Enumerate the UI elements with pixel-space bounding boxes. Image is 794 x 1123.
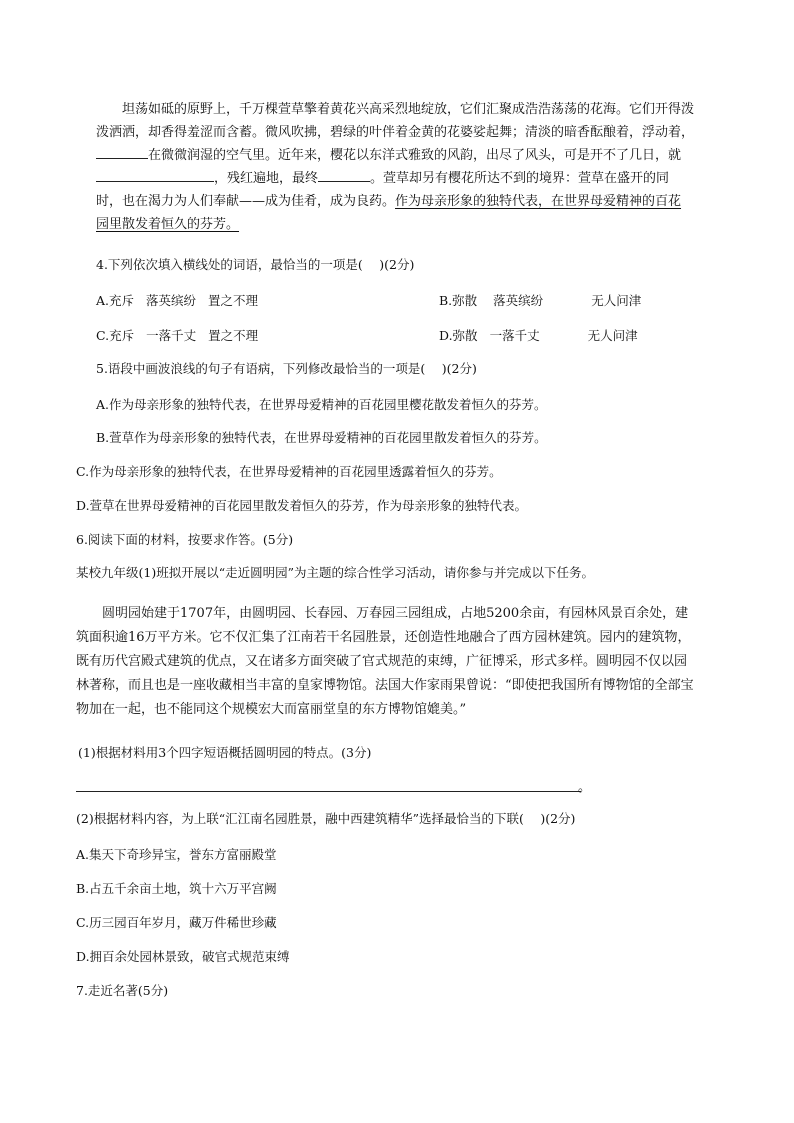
passage-text: 在微微润湿的空气里。近年来，樱花以东洋式雅致的风韵，出尽了风头，可是开不了几日，就 <box>148 148 682 163</box>
q4-option-d[interactable] <box>439 327 638 345</box>
question-6-intro: 某校九年级(1)班拟开展以“走近圆明园”为主题的综合性学习活动，请你参与并完成以下任务。 <box>76 565 594 580</box>
q5-option-a[interactable]: A.作为母亲形象的独特代表，在世界母爱精神的百花园里樱花散发着恒久的芬芳。 <box>96 397 547 412</box>
answer-line-end: 。 <box>578 780 592 795</box>
q6-option-a[interactable]: A.集天下奇珍异宝，誉东方富丽殿堂 <box>76 847 277 862</box>
passage-text: ，残红遍地，最终 <box>214 171 319 186</box>
passage-paragraph <box>96 98 694 236</box>
question-6-stem: 6.阅读下面的材料，按要求作答。(5分) <box>76 532 294 547</box>
answer-line[interactable] <box>76 790 581 792</box>
fill-blank-3[interactable] <box>318 167 370 182</box>
option-word: 置之不理 <box>208 293 259 308</box>
q5-option-c[interactable]: C.作为母亲形象的独特代表，在世界母爱精神的百花园里透露着恒久的芬芳。 <box>76 464 502 479</box>
passage-text: 坦荡如砥的原野上，千万棵萱草擎着黄花兴高采烈地绽放，它们汇聚成浩浩荡荡的花海。它们开得泼泼洒洒，却香得羞涩而含蓄。微风吹拂，碧绿的叶伴着金黄的花婆娑起舞；清淡的暗香酝酿着，浮动着， <box>96 102 695 140</box>
wavy-underlined-sentence: 作为母亲形象的独特代表，在世界母爱精神的百花园里散发着恒久的芬芳。 <box>96 194 682 232</box>
question-7-stem: 7.走近名著(5分) <box>76 983 169 998</box>
option-label: A.充斥 <box>96 293 135 308</box>
question-5-stem: 5.语段中画波浪线的句子有语病，下列修改最恰当的一项是( )(2分) <box>96 361 477 376</box>
q6-option-b[interactable]: B.占五千余亩土地，筑十六万平宫阙 <box>76 881 277 896</box>
question-4-stem: 4.下列依次填入横线处的词语，最恰当的一项是( )(2分) <box>96 257 415 272</box>
q5-option-b[interactable]: B.萱草作为母亲形象的独特代表，在世界母爱精神的百花园里散发着恒久的芬芳。 <box>96 430 547 445</box>
q5-option-d[interactable]: D.萱草在世界母爱精神的百花园里散发着恒久的芬芳，作为母亲形象的独特代表。 <box>76 498 528 513</box>
q4-option-a[interactable] <box>96 292 258 310</box>
option-label: B.弥散 <box>439 293 478 308</box>
option-label: C.充斥 <box>96 328 135 343</box>
fill-blank-1[interactable] <box>96 144 148 159</box>
q6-subquestion-2: (2)根据材料内容，为上联“汇江南名园胜景，融中西建筑精华”选择最恰当的下联( )(2分) <box>76 811 576 826</box>
q4-option-b[interactable] <box>439 292 641 310</box>
q6-option-d[interactable]: D.拥百余处园林景致，破官式规范束缚 <box>76 949 290 964</box>
passage-text: 。萱草却另有樱花所达不到的境界：萱草在盛开的同时，也在渴力为人们奉献——成为佳肴，成为良药。 <box>96 171 670 209</box>
option-word: 落英缤纷 <box>493 293 544 308</box>
option-word: 无人问津 <box>591 293 642 308</box>
option-word: 置之不理 <box>208 328 259 343</box>
option-word: 落英缤纷 <box>146 293 197 308</box>
q6-option-c[interactable]: C.历三园百年岁月，藏万件稀世珍藏 <box>76 915 277 930</box>
option-word: 无人问津 <box>587 328 638 343</box>
option-word: 一落千丈 <box>489 328 540 343</box>
option-label: D.弥散 <box>439 328 478 343</box>
option-word: 一落千丈 <box>146 328 197 343</box>
fill-blank-2[interactable] <box>96 167 214 182</box>
q6-subquestion-1: (1)根据材料用3个四字短语概括圆明园的特点。(3分) <box>78 745 372 760</box>
material-paragraph: 圆明园始建于1707年，由圆明园、长春园、万春园三园组成，占地5200余亩，有园林风景百余处，建筑面积逾16万平方米。它不仅汇集了江南若干名园胜景，还创造性地融合了西方园林建筑。园内的建筑物，既有历代宫殿式建筑的优点，又在诸多方面突破了官式规范的束缚，广征博采，形式多样。圆明园不仅以园林著称，而且也是一座收藏相当丰富的皇家博物馆。法国大作家雨果曾说：“即使把我国所有博物馆的全部宝物加在一起，也不能同这个规模宏大而富丽堂皇的东方博物馆媲美。” <box>76 606 694 717</box>
q4-option-c[interactable] <box>96 327 258 345</box>
